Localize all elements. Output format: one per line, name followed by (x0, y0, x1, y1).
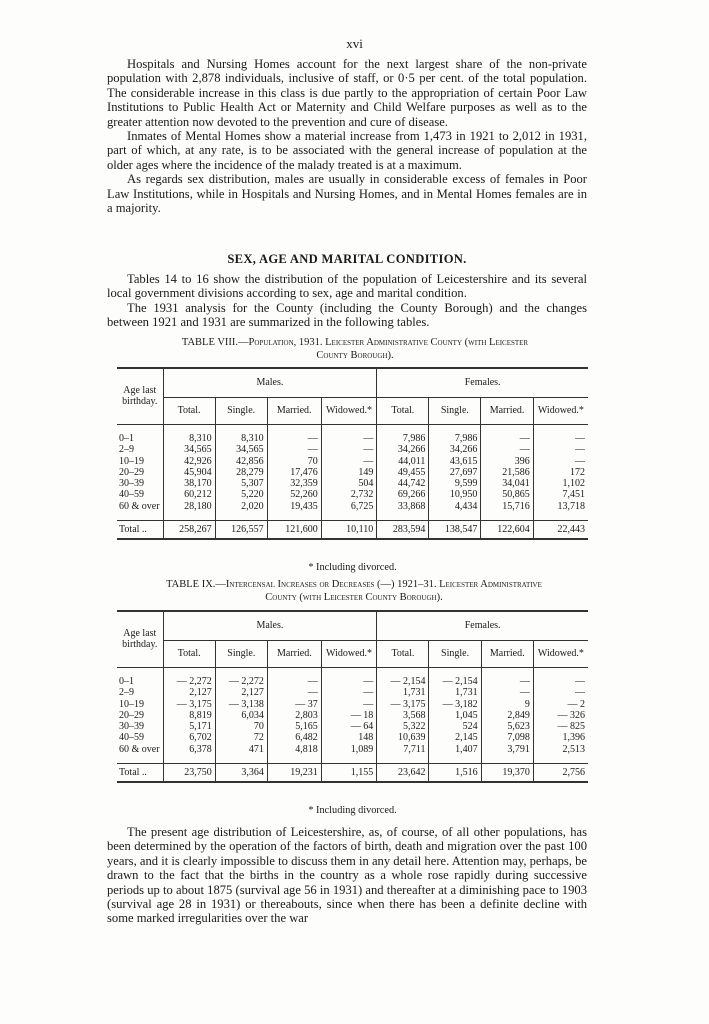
table-cell: 45,904 (163, 467, 215, 478)
table-cell: 126,557 (215, 521, 267, 540)
table-cell: 1,102 (533, 478, 588, 489)
age-cell: 40–59 (119, 489, 144, 501)
table-cell: 2,849 (481, 710, 533, 721)
table-cell: 471 (215, 744, 267, 755)
table-cell: 2,756 (533, 764, 588, 783)
column-header: Single. (215, 398, 267, 425)
column-header: Total. (163, 398, 215, 425)
table-cell: — (481, 687, 533, 698)
table-cell: — 18 (321, 710, 377, 721)
age-cell: 2–9 (119, 444, 134, 456)
table-row (117, 478, 588, 489)
table-cell: 34,266 (377, 444, 429, 455)
table-cell: — 3,138 (215, 699, 267, 710)
table-cell: 28,180 (163, 501, 215, 512)
table-cell: 33,868 (377, 501, 429, 512)
age-cell: 20–29 (119, 466, 144, 478)
table-cell: 1,516 (429, 764, 481, 783)
table-total-row (117, 521, 588, 540)
table-cell: 72 (215, 732, 267, 743)
paragraph: Inmates of Mental Homes show a material increase from 1,473 in 1921 to 2,012 in 1931, part of which, at any rate, is to be associated with the general increase of population at the older ages where the incidence of the malady treated is at a maximum. (107, 129, 587, 172)
table-cell: 17,476 (267, 467, 321, 478)
table-cell: 2,732 (321, 489, 377, 500)
paragraph: The present age distribution of Leicestershire, as, of course, of all other populations, has been determined by the operation of the factors of birth, death and migration over the past 100 years, and it is clearly impossible to discuss them in any detail here. Attention may, perhaps, be drawn to the fact that the births in the country as a whole rose rapidly during successive periods up to about 1875 (survival age 56 in 1931) and thereafter at a diminishing pace to 1903 (survival age 28 in 1931) or thereabouts, since when there has been a definite decline with some marked irregularities over the war (107, 825, 587, 926)
table-cell: 13,718 (533, 501, 588, 512)
table-cell: — 2,154 (377, 676, 429, 687)
closing-text (107, 825, 587, 926)
table-cell: 148 (321, 732, 377, 743)
table9-caption-line: County (with Leicester County Borough). (265, 591, 443, 603)
page-number: xvi (346, 36, 363, 51)
table-cell: 32,359 (267, 478, 321, 489)
table9-footnote: * Including divorced. (308, 805, 397, 816)
table-cell: 258,267 (163, 521, 215, 540)
age-cell: 0–1 (119, 676, 134, 687)
table-cell: 44,011 (377, 456, 429, 467)
table-cell: — 37 (267, 699, 321, 710)
table-cell: 19,370 (481, 764, 533, 783)
table-cell: 1,731 (377, 687, 429, 698)
table-cell: — (321, 687, 377, 698)
table-cell: 1,396 (533, 732, 588, 743)
table-cell: 19,231 (267, 764, 321, 783)
column-header: Total. (377, 641, 429, 668)
table-cell: 27,697 (429, 467, 481, 478)
table-cell: 10,110 (321, 521, 377, 540)
table-cell: 6,702 (163, 732, 215, 743)
table-cell: 7,986 (377, 433, 429, 444)
table-cell: 172 (533, 467, 588, 478)
table-cell: 1,045 (429, 710, 481, 721)
column-header: Married. (481, 398, 533, 425)
table-cell: 5,322 (377, 721, 429, 732)
table-cell: 7,451 (533, 489, 588, 500)
table-total-row (117, 764, 588, 783)
table-cell: 3,364 (215, 764, 267, 783)
age-cell: 2–9 (119, 687, 134, 699)
table-cell: 70 (215, 721, 267, 732)
table-cell: 396 (481, 456, 533, 467)
table-row (117, 721, 588, 732)
table-cell: 34,041 (481, 478, 533, 489)
table-cell: 149 (321, 467, 377, 478)
table-cell: 60,212 (163, 489, 215, 500)
table-cell: 4,434 (429, 501, 481, 512)
table-cell: 8,819 (163, 710, 215, 721)
table-cell: 28,279 (215, 467, 267, 478)
table-row (117, 687, 588, 698)
table-cell: — (533, 433, 588, 444)
table-cell: 2,127 (215, 687, 267, 698)
table-cell: — 825 (533, 721, 588, 732)
paragraph: As regards sex distribution, males are usually in considerable excess of females in Poor Law Institutions, while in Hospitals and Nursing Homes, and in Mental Homes females are in a majority. (107, 172, 587, 216)
table-cell: — 2,272 (163, 676, 215, 687)
paragraph: Hospitals and Nursing Homes account for the next largest share of the non-private population with 2,878 individuals, inclusive of staff, or 0·5 per cent. of the total population. The considerable increase in this class is due partly to the appropriation of certain Poor Law Institutions to Public Health Act or Maternity and Child Welfare purposes as well as to the greater attention now devoted to the prevention and cure of disease. (107, 57, 587, 129)
section-heading: SEX, AGE AND MARITAL CONDITION. (227, 252, 467, 266)
table-cell: 9,599 (429, 478, 481, 489)
table-row (117, 699, 588, 710)
table-cell: — 326 (533, 710, 588, 721)
table-row (117, 501, 588, 512)
table-cell: 5,307 (215, 478, 267, 489)
table-cell: 34,565 (163, 444, 215, 455)
column-header: Total. (377, 398, 429, 425)
males-header: Males. (163, 611, 377, 641)
table-cell: 8,310 (215, 433, 267, 444)
table-cell: — 64 (321, 721, 377, 732)
table-cell: 22,443 (533, 521, 588, 540)
table-cell: — (267, 687, 321, 698)
table-row (117, 676, 588, 687)
column-header: Total. (163, 641, 215, 668)
table-cell: 524 (429, 721, 481, 732)
column-header: Single. (215, 641, 267, 668)
table-row (117, 732, 588, 743)
table-cell: 7,098 (481, 732, 533, 743)
table-row (117, 456, 588, 467)
table-cell: 1,155 (321, 764, 377, 783)
table-cell: 49,455 (377, 467, 429, 478)
table-cell: 7,986 (429, 433, 481, 444)
table-cell: — (321, 444, 377, 455)
table-cell: — (267, 444, 321, 455)
age-cell: 30–39 (119, 478, 144, 490)
age-cell: 20–29 (119, 709, 144, 721)
table-cell: 2,145 (429, 732, 481, 743)
table-cell: 504 (321, 478, 377, 489)
table-cell: 50,865 (481, 489, 533, 500)
table-cell: — (321, 676, 377, 687)
table8-caption-line: TABLE VIII.—Population, 1931. Leicester Administrative County (with Leicester (181, 337, 529, 348)
table-cell: — (321, 433, 377, 444)
column-header: Single. (429, 398, 481, 425)
table9 (117, 610, 588, 783)
table-cell: — 2 (533, 699, 588, 710)
table-cell: 1,407 (429, 744, 481, 755)
age-header: Age last birthday. (117, 611, 163, 668)
age-cell: 0–1 (119, 433, 134, 444)
table-cell: — (267, 433, 321, 444)
table-row (117, 710, 588, 721)
column-header: Widowed.* (533, 398, 588, 425)
table-cell: 2,803 (267, 710, 321, 721)
column-header: Widowed.* (321, 641, 377, 668)
table-cell: 34,565 (215, 444, 267, 455)
age-cell: 60 & over (119, 500, 160, 512)
males-header: Males. (163, 368, 377, 398)
table-cell: — 3,182 (429, 699, 481, 710)
table-cell: 1,089 (321, 744, 377, 755)
table-cell: 44,742 (377, 478, 429, 489)
table-cell: 42,856 (215, 456, 267, 467)
age-cell: 10–19 (119, 698, 144, 710)
table-cell: 52,260 (267, 489, 321, 500)
paragraph: The 1931 analysis for the County (including the County Borough) and the changes between 1921 and 1931 are summarized in the following tables. (107, 300, 587, 330)
table-row (117, 489, 588, 500)
table-cell: — 3,175 (377, 699, 429, 710)
table-cell: 15,716 (481, 501, 533, 512)
table-cell: 2,513 (533, 744, 588, 755)
table-cell: — (533, 456, 588, 467)
table-cell: 34,266 (429, 444, 481, 455)
table8-caption-line: County Borough). (316, 349, 394, 361)
table-cell: 5,220 (215, 489, 267, 500)
age-header: Age last birthday. (117, 368, 163, 425)
column-header: Married. (481, 641, 533, 668)
table9-caption (104, 579, 604, 604)
table-cell: — (321, 699, 377, 710)
table8-caption (110, 337, 600, 362)
table-cell: 1,731 (429, 687, 481, 698)
section-text (107, 272, 587, 330)
table-cell: 23,750 (163, 764, 215, 783)
table8-footnote: * Including divorced. (308, 562, 397, 573)
table-cell: 10,950 (429, 489, 481, 500)
table-cell: 5,171 (163, 721, 215, 732)
table-cell: — 2,272 (215, 676, 267, 687)
column-header: Widowed.* (321, 398, 377, 425)
table-cell: — (321, 456, 377, 467)
table-cell: 6,725 (321, 501, 377, 512)
table-cell: — (267, 676, 321, 687)
table-cell: 283,594 (377, 521, 429, 540)
table-cell: — (481, 433, 533, 444)
table-cell: 6,034 (215, 710, 267, 721)
table-cell: 38,170 (163, 478, 215, 489)
table-cell: 7,711 (377, 744, 429, 755)
table-cell: — (533, 676, 588, 687)
table-cell: — (533, 687, 588, 698)
table-cell: 121,600 (267, 521, 321, 540)
table8 (117, 367, 588, 540)
column-header: Married. (267, 398, 321, 425)
table-row (117, 467, 588, 478)
table-cell: 2,020 (215, 501, 267, 512)
females-header: Females. (377, 611, 588, 641)
table-cell: 3,791 (481, 744, 533, 755)
table9-caption-line: TABLE IX.—Intercensal Increases or Decreases (—) 1921–31. Leicester Administrative (166, 579, 542, 590)
table-cell: 21,586 (481, 467, 533, 478)
table-cell: 122,604 (481, 521, 533, 540)
age-cell: Total .. (117, 521, 163, 540)
table-cell: 138,547 (429, 521, 481, 540)
age-cell: 40–59 (119, 732, 144, 744)
age-cell: 30–39 (119, 721, 144, 733)
table-cell: 6,482 (267, 732, 321, 743)
table-cell: 19,435 (267, 501, 321, 512)
age-cell: Total .. (117, 764, 163, 783)
table-cell: 23,642 (377, 764, 429, 783)
paragraph: Tables 14 to 16 show the distribution of the population of Leicestershire and its several local government divisions according to sex, age and marital condition. (107, 272, 587, 301)
table-cell: 43,615 (429, 456, 481, 467)
table-cell: 69,266 (377, 489, 429, 500)
table-cell: 5,623 (481, 721, 533, 732)
table-cell: 70 (267, 456, 321, 467)
females-header: Females. (377, 368, 588, 398)
table-cell: — (533, 444, 588, 455)
table-row (117, 444, 588, 455)
table-cell: — (481, 444, 533, 455)
table-cell: — 2,154 (429, 676, 481, 687)
table-cell: 2,127 (163, 687, 215, 698)
table-cell: 5,165 (267, 721, 321, 732)
column-header: Married. (267, 641, 321, 668)
column-header: Single. (429, 641, 481, 668)
table-cell: 10,639 (377, 732, 429, 743)
age-cell: 60 & over (119, 743, 160, 755)
table-cell: 42,926 (163, 456, 215, 467)
age-cell: 10–19 (119, 455, 144, 467)
table-cell: — (481, 676, 533, 687)
table-row (117, 433, 588, 444)
table-cell: — 3,175 (163, 699, 215, 710)
column-header: Widowed.* (533, 641, 588, 668)
table-cell: 4,818 (267, 744, 321, 755)
table-row (117, 744, 588, 755)
table-cell: 3,568 (377, 710, 429, 721)
table-cell: 9 (481, 699, 533, 710)
intro-text (107, 57, 587, 215)
table-cell: 6,378 (163, 744, 215, 755)
table-cell: 8,310 (163, 433, 215, 444)
